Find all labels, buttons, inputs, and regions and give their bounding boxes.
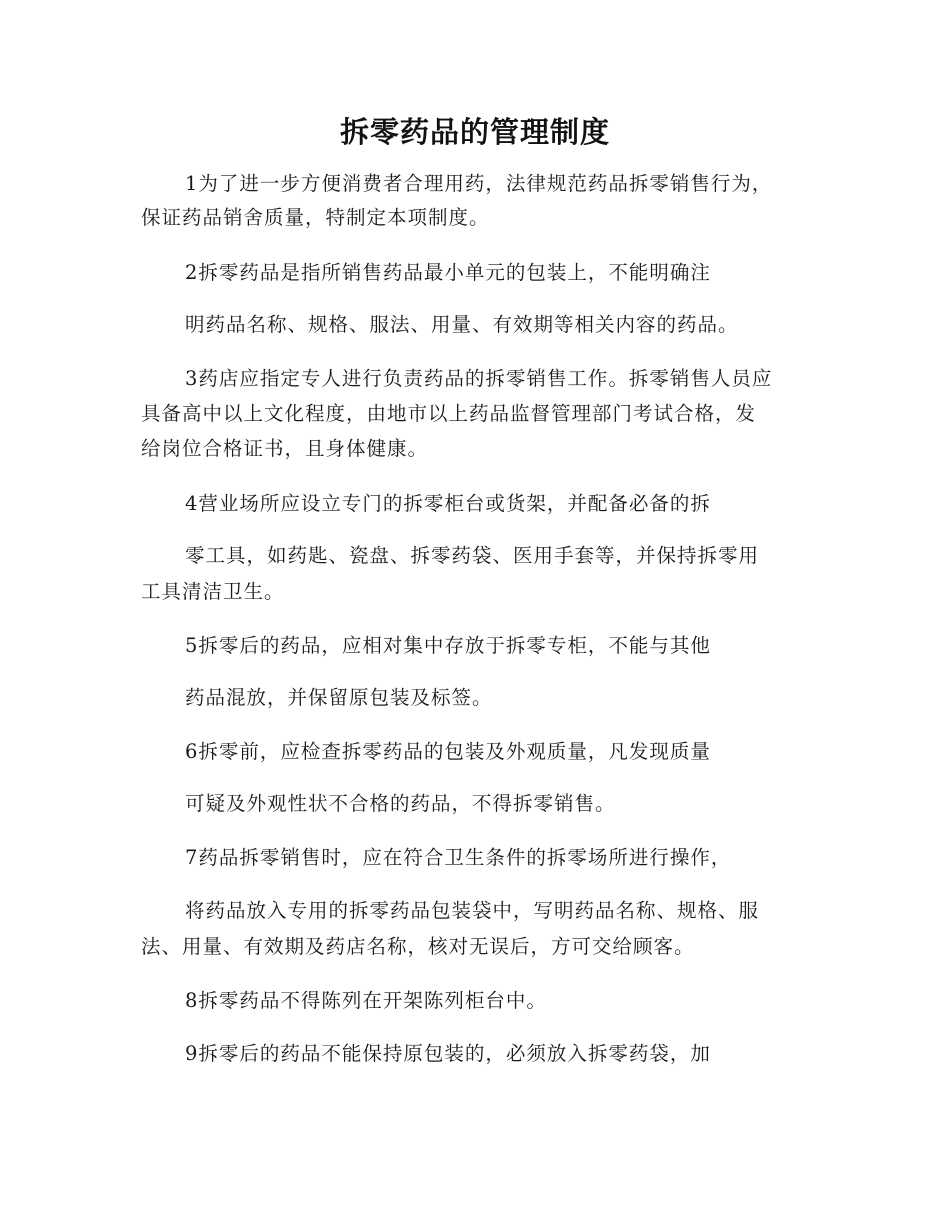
paragraph-line: 2拆零药品是指所销售药品最小单元的包装上，不能明确注 [185, 261, 711, 284]
paragraph-line: 可疑及外观性状不合格的药品，不得拆零销售。 [185, 792, 616, 815]
paragraph-line: 1为了进一步方便消费者合理用药，法律规范药品拆零销售行为， [185, 172, 773, 195]
paragraph-line: 9拆零后的药品不能保持原包装的，必须放入拆零药袋，加 [185, 1042, 711, 1065]
paragraph-line: 3药店应指定专人进行负责药品的拆零销售工作。拆零销售人员应 [185, 367, 773, 390]
paragraph-line: 法、用量、有效期及药店名称，核对无误后，方可交给顾客。 [141, 935, 695, 958]
paragraph-line: 保证药品销舍质量，特制定本项制度。 [141, 206, 490, 229]
paragraph-line: 工具清洁卫生。 [141, 580, 285, 603]
paragraph-line: 具备高中以上文化程度，由地市以上药品监督管理部门考试合格，发 [141, 402, 757, 425]
paragraph-line: 给岗位合格证书，且身体健康。 [141, 437, 429, 460]
document-title: 拆零药品的管理制度 [339, 115, 610, 149]
paragraph-line: 药品混放，并保留原包装及标签。 [185, 686, 493, 709]
paragraph-line: 明药品名称、规格、服法、用量、有效期等相关内容的药品。 [185, 313, 739, 336]
paragraph-line: 零工具，如药匙、瓷盘、拆零药袋、医用手套等，并保持拆零用 [185, 544, 760, 567]
paragraph-line: 4营业场所应设立专门的拆零柜台或货架，并配备必备的拆 [185, 492, 711, 515]
paragraph-line: 8拆零药品不得陈列在开架陈列柜台中。 [185, 989, 547, 1012]
paragraph-line: 将药品放入专用的拆零药品包装袋中，写明药品名称、规格、服 [185, 899, 760, 922]
paragraph-line: 6拆零前，应检查拆零药品的包装及外观质量，凡发现质量 [185, 740, 711, 763]
paragraph-line: 7药品拆零销售时，应在符合卫生条件的拆零场所进行操作， [185, 846, 732, 869]
paragraph-line: 5拆零后的药品，应相对集中存放于拆零专柜，不能与其他 [185, 634, 711, 657]
